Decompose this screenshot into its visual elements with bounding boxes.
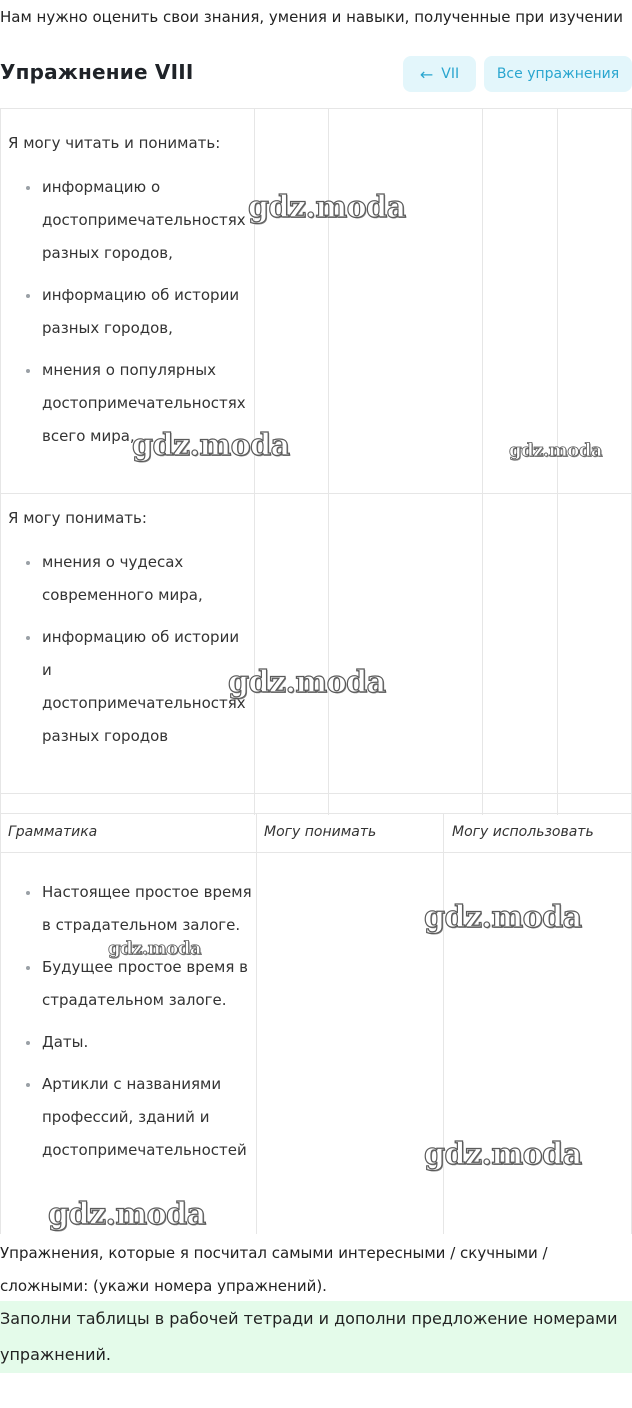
list-item: информацию о достопримечательностях разных городов, xyxy=(8,171,252,270)
table-border xyxy=(557,109,558,815)
table-border xyxy=(443,813,444,1234)
interesting-exercises-text: Упражнения, которые я посчитал самыми интересными / скучными / сложными: (укажи номера упражнений). xyxy=(0,1244,548,1295)
list-item: информацию об истории разных городов, xyxy=(8,279,252,345)
list-item: мнения о чудесах современного мира, xyxy=(8,546,252,612)
table-border xyxy=(0,109,1,815)
skills-row-1 xyxy=(8,132,252,453)
watermark: gdz.moda xyxy=(48,1197,206,1232)
list-item: Настоящее простое время в страдательном залоге. xyxy=(8,876,252,942)
table-border xyxy=(254,109,255,815)
skills-heading: Я могу читать и понимать: xyxy=(8,134,221,152)
skills-list xyxy=(8,171,252,453)
skills-table xyxy=(0,108,632,815)
watermark: gdz.moda xyxy=(424,1137,582,1172)
skills-row-2 xyxy=(8,507,252,753)
prev-exercise-label: VII xyxy=(441,66,460,82)
table-border xyxy=(328,109,329,815)
skills-heading: Я могу понимать: xyxy=(8,509,147,527)
grammar-table xyxy=(0,813,632,1234)
table-row-divider xyxy=(0,793,632,794)
intro-text: Нам нужно оценить свои знания, умения и навыки, полученные при изучении xyxy=(0,8,624,26)
watermark: gdz.moda xyxy=(424,900,582,935)
prev-exercise-button[interactable] xyxy=(403,56,476,92)
all-exercises-label: Все упражнения xyxy=(496,66,620,82)
table-row-divider xyxy=(0,493,632,494)
watermark: gdz.moda xyxy=(132,428,290,463)
watermark: gdz.moda xyxy=(509,440,602,461)
grammar-header: Могу понимать xyxy=(264,824,377,840)
grammar-cell xyxy=(8,876,252,1167)
list-item: Артикли с названиями профессий, зданий и достопримечательностей xyxy=(8,1068,252,1167)
table-border xyxy=(0,813,1,1234)
list-item: информацию об истории и достопримечательностях разных городов xyxy=(8,621,252,753)
grammar-list xyxy=(8,876,252,1167)
arrow-left-icon: ← xyxy=(419,64,434,84)
skills-list xyxy=(8,546,252,753)
watermark: gdz.moda xyxy=(108,938,201,959)
table-border xyxy=(256,813,257,1234)
grammar-header: Могу использовать xyxy=(452,824,594,840)
list-item: Даты. xyxy=(8,1026,252,1059)
all-exercises-button[interactable] xyxy=(484,56,632,92)
table-border xyxy=(482,109,483,815)
list-item: мнения о популярных достопримечательностях всего мира, xyxy=(8,354,252,453)
watermark: gdz.moda xyxy=(228,665,386,700)
list-item: Будущее простое время в страдательном залоге. xyxy=(8,951,252,1017)
grammar-header: Грамматика xyxy=(8,824,98,840)
page-title: Упражнение VIII xyxy=(0,60,194,84)
grammar-header-row xyxy=(0,813,632,853)
hint-box: Заполни таблицы в рабочей тетради и дополни предложение номерами упражнений. xyxy=(0,1301,632,1373)
watermark: gdz.moda xyxy=(248,190,406,225)
